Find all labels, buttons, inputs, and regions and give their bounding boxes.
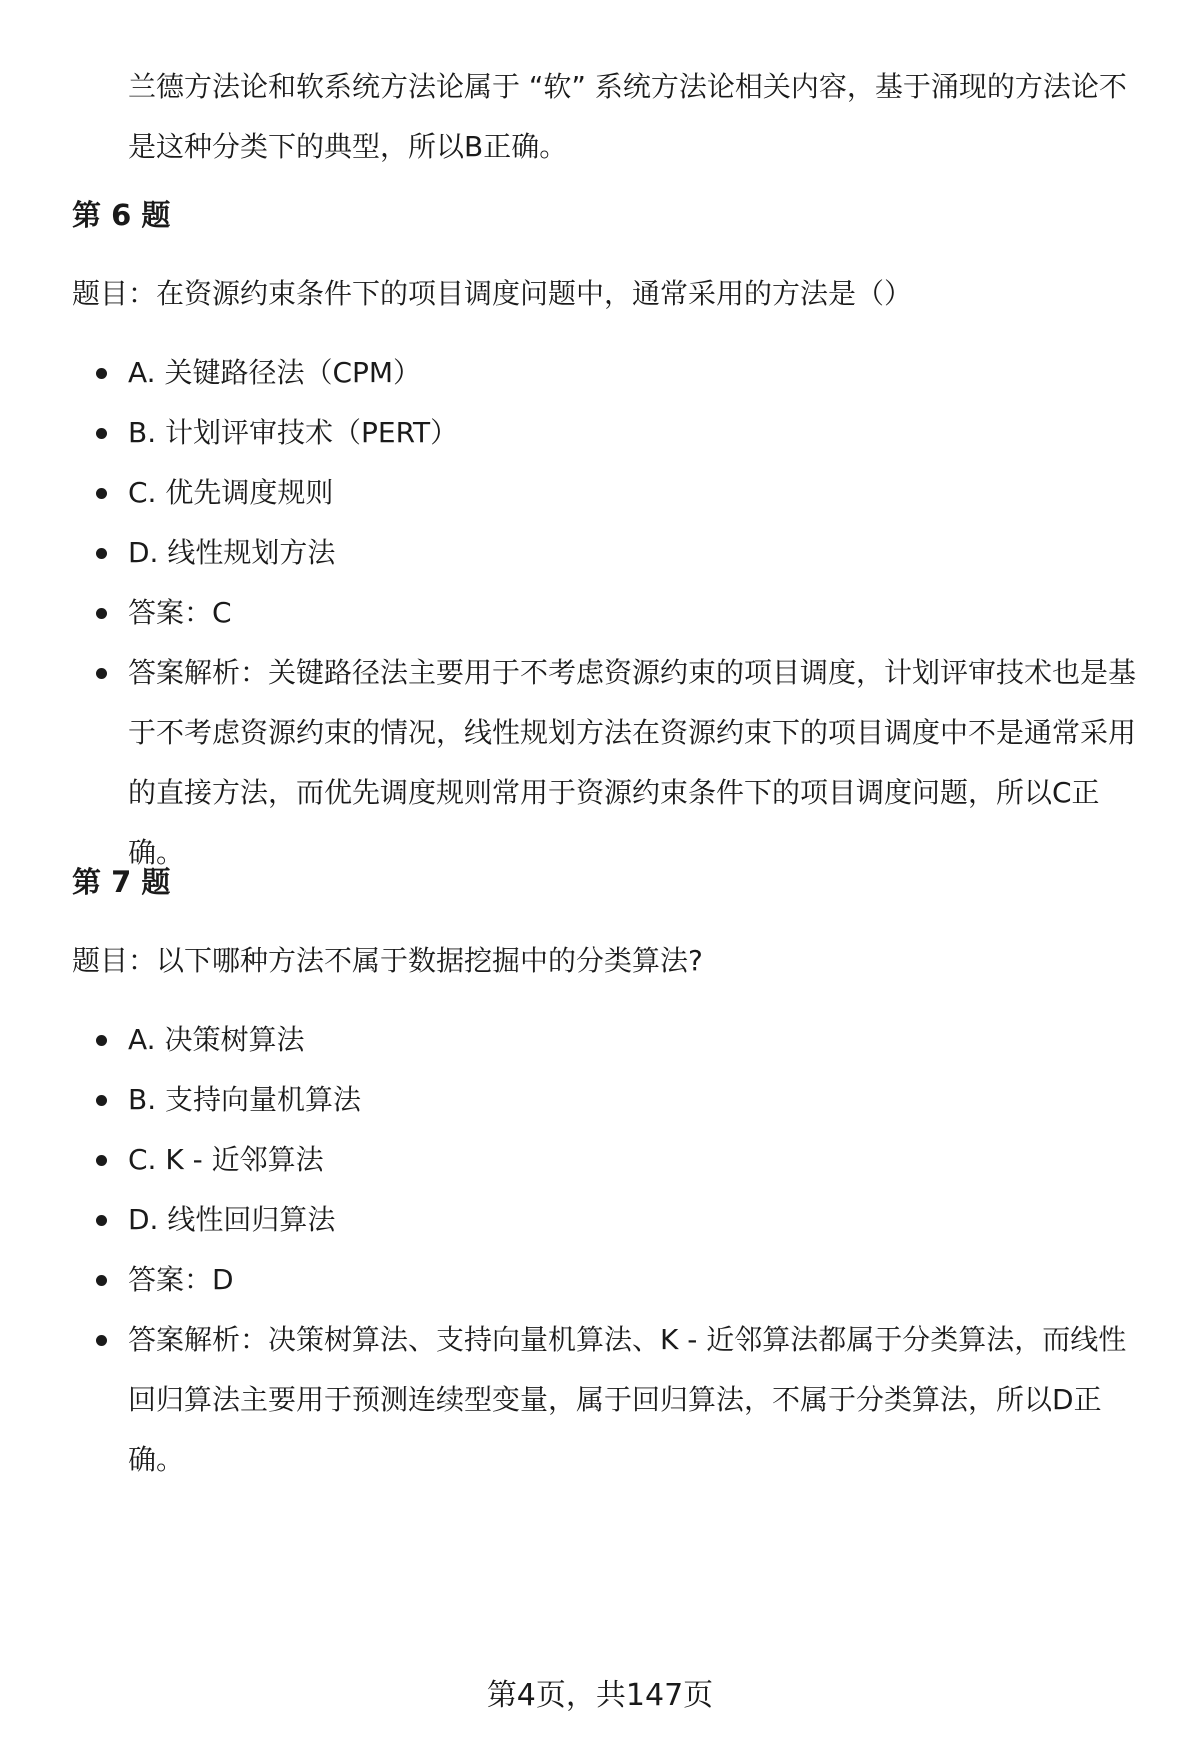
bullet-icon <box>96 1215 107 1226</box>
page-number-footer: 第4页，共147页 <box>486 1678 714 1713</box>
bullet-icon <box>96 1035 107 1046</box>
question-6-heading: 第 6 题 <box>72 198 171 232</box>
question-7-option-d: D. 线性回归算法 <box>0 1190 1148 1250</box>
question-6-options <box>0 343 1200 883</box>
question-7-text: 题目：以下哪种方法不属于数据挖掘中的分类算法? <box>72 944 703 977</box>
question-6-option-c: C. 优先调度规则 <box>0 463 1148 523</box>
bullet-icon <box>96 488 107 499</box>
question-7-option-c: C. K - 近邻算法 <box>0 1130 1148 1190</box>
bullet-icon <box>96 608 107 619</box>
previous-explanation-continuation: 兰德方法论和软系统方法论属于 “软” 系统方法论相关内容，基于涌现的方法论不是这种分类下的典型，所以B正确。 <box>128 70 1127 163</box>
bullet-icon <box>96 1155 107 1166</box>
bullet-icon <box>96 428 107 439</box>
question-7-heading: 第 7 题 <box>72 865 171 899</box>
bullet-icon <box>96 368 107 379</box>
question-7-explanation: 答案解析：决策树算法、支持向量机算法、K - 近邻算法都属于分类算法，而线性回归算法主要用于预测连续型变量，属于回归算法，不属于分类算法，所以D正确。 <box>0 1310 1148 1490</box>
bullet-icon <box>96 1335 107 1346</box>
question-6-option-d: D. 线性规划方法 <box>0 523 1148 583</box>
bullet-icon <box>96 1095 107 1106</box>
question-6-option-a: A. 关键路径法（CPM） <box>0 343 1148 403</box>
bullet-icon <box>96 1275 107 1286</box>
question-7-option-b: B. 支持向量机算法 <box>0 1070 1148 1130</box>
bullet-icon <box>96 668 107 679</box>
question-6-answer: 答案：C <box>0 583 1148 643</box>
question-7-answer: 答案：D <box>0 1250 1148 1310</box>
question-7-options <box>0 1010 1200 1490</box>
bullet-icon <box>96 548 107 559</box>
question-6-explanation: 答案解析：关键路径法主要用于不考虑资源约束的项目调度，计划评审技术也是基于不考虑资源约束的情况，线性规划方法在资源约束下的项目调度中不是通常采用的直接方法，而优先调度规则常用于资源约束条件下的项目调度问题，所以C正确。 <box>0 643 1148 883</box>
question-7-option-a: A. 决策树算法 <box>0 1010 1148 1070</box>
question-6-option-b: B. 计划评审技术（PERT） <box>0 403 1148 463</box>
question-6-text: 题目：在资源约束条件下的项目调度问题中，通常采用的方法是（） <box>72 277 913 310</box>
